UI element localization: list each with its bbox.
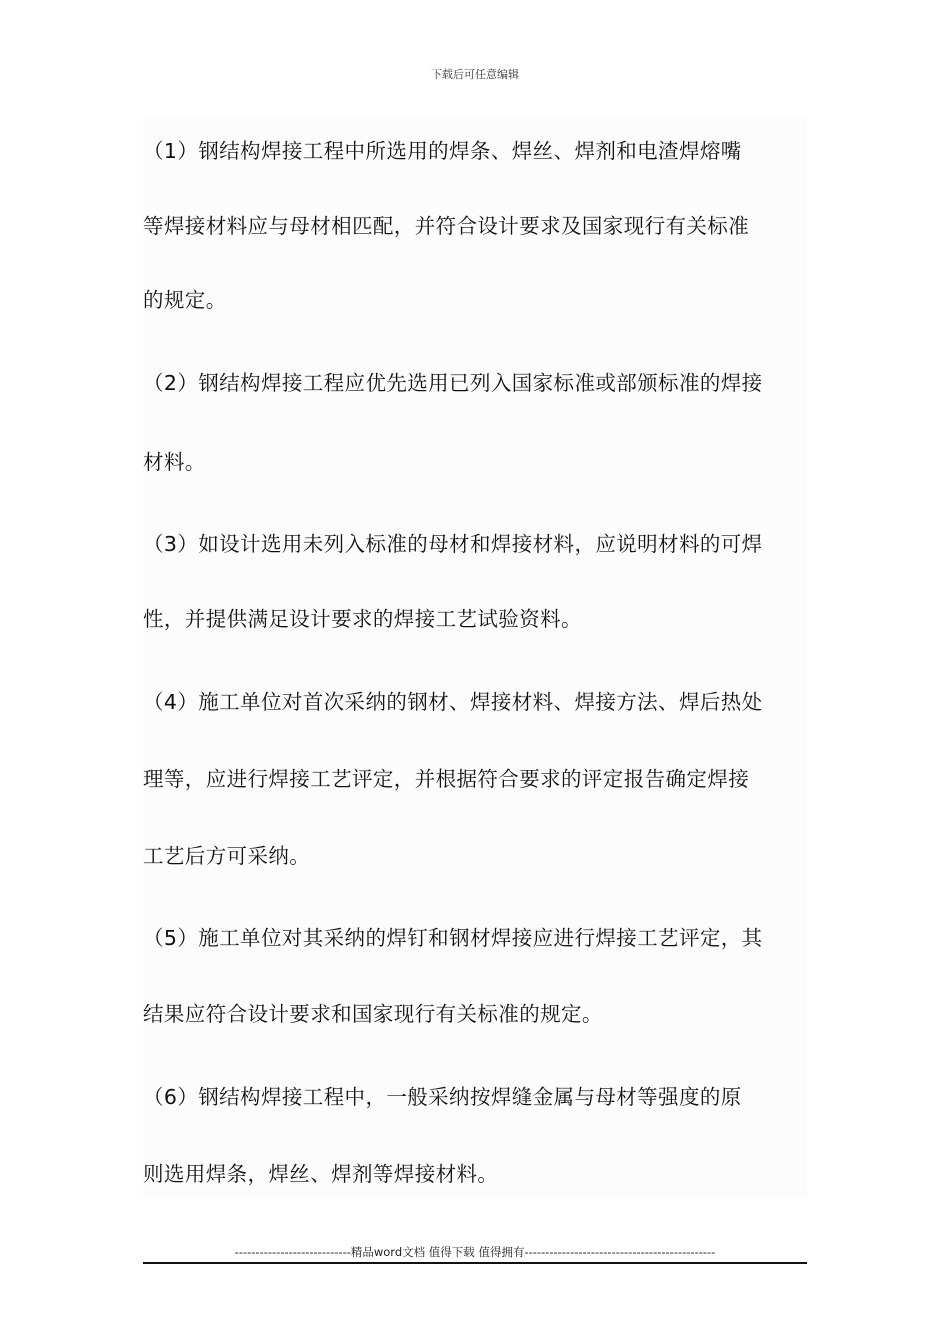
paragraph-line: （1）钢结构焊接工程中所选用的焊条、焊丝、焊剂和电渣焊熔嘴 [143,139,742,163]
paragraph-line: 性，并提供满足设计要求的焊接工艺试验资料。 [143,607,582,631]
paragraph-line: 结果应符合设计要求和国家现行有关标准的规定。 [143,1002,603,1026]
paragraph-line: 工艺后方可采纳。 [143,844,311,868]
paragraph-line: 理等，应进行焊接工艺评定，并根据符合要求的评定报告确定焊接 [143,767,750,791]
paragraph-line: （5）施工单位对其采纳的焊钉和钢材焊接应进行焊接工艺评定，其 [143,926,763,950]
paragraph-line: （6）钢结构焊接工程中，一般采纳按焊缝金属与母材等强度的原 [143,1085,742,1109]
paragraph-line: 则选用焊条，焊丝、焊剂等焊接材料。 [143,1162,499,1186]
document-body [143,116,807,1198]
page-header-note: 下载后可任意编辑 [431,68,519,81]
page-footer-note: ----------------------------精品word文档 值得下载 值得拥有---------------------------------------------- [234,1245,716,1259]
footer-divider [143,1262,807,1264]
paragraph-line: （3）如设计选用未列入标准的母材和焊接材料，应说明材料的可焊 [143,532,763,556]
paragraph-line: （4）施工单位对首次采纳的钢材、焊接材料、焊接方法、焊后热处 [143,690,763,714]
paragraph-line: 等焊接材料应与母材相匹配，并符合设计要求及国家现行有关标准 [143,214,750,238]
paragraph-line: 的规定。 [143,288,227,312]
paragraph-line: 材料。 [143,450,206,474]
paragraph-line: （2）钢结构焊接工程应优先选用已列入国家标准或部颁标准的焊接 [143,371,763,395]
